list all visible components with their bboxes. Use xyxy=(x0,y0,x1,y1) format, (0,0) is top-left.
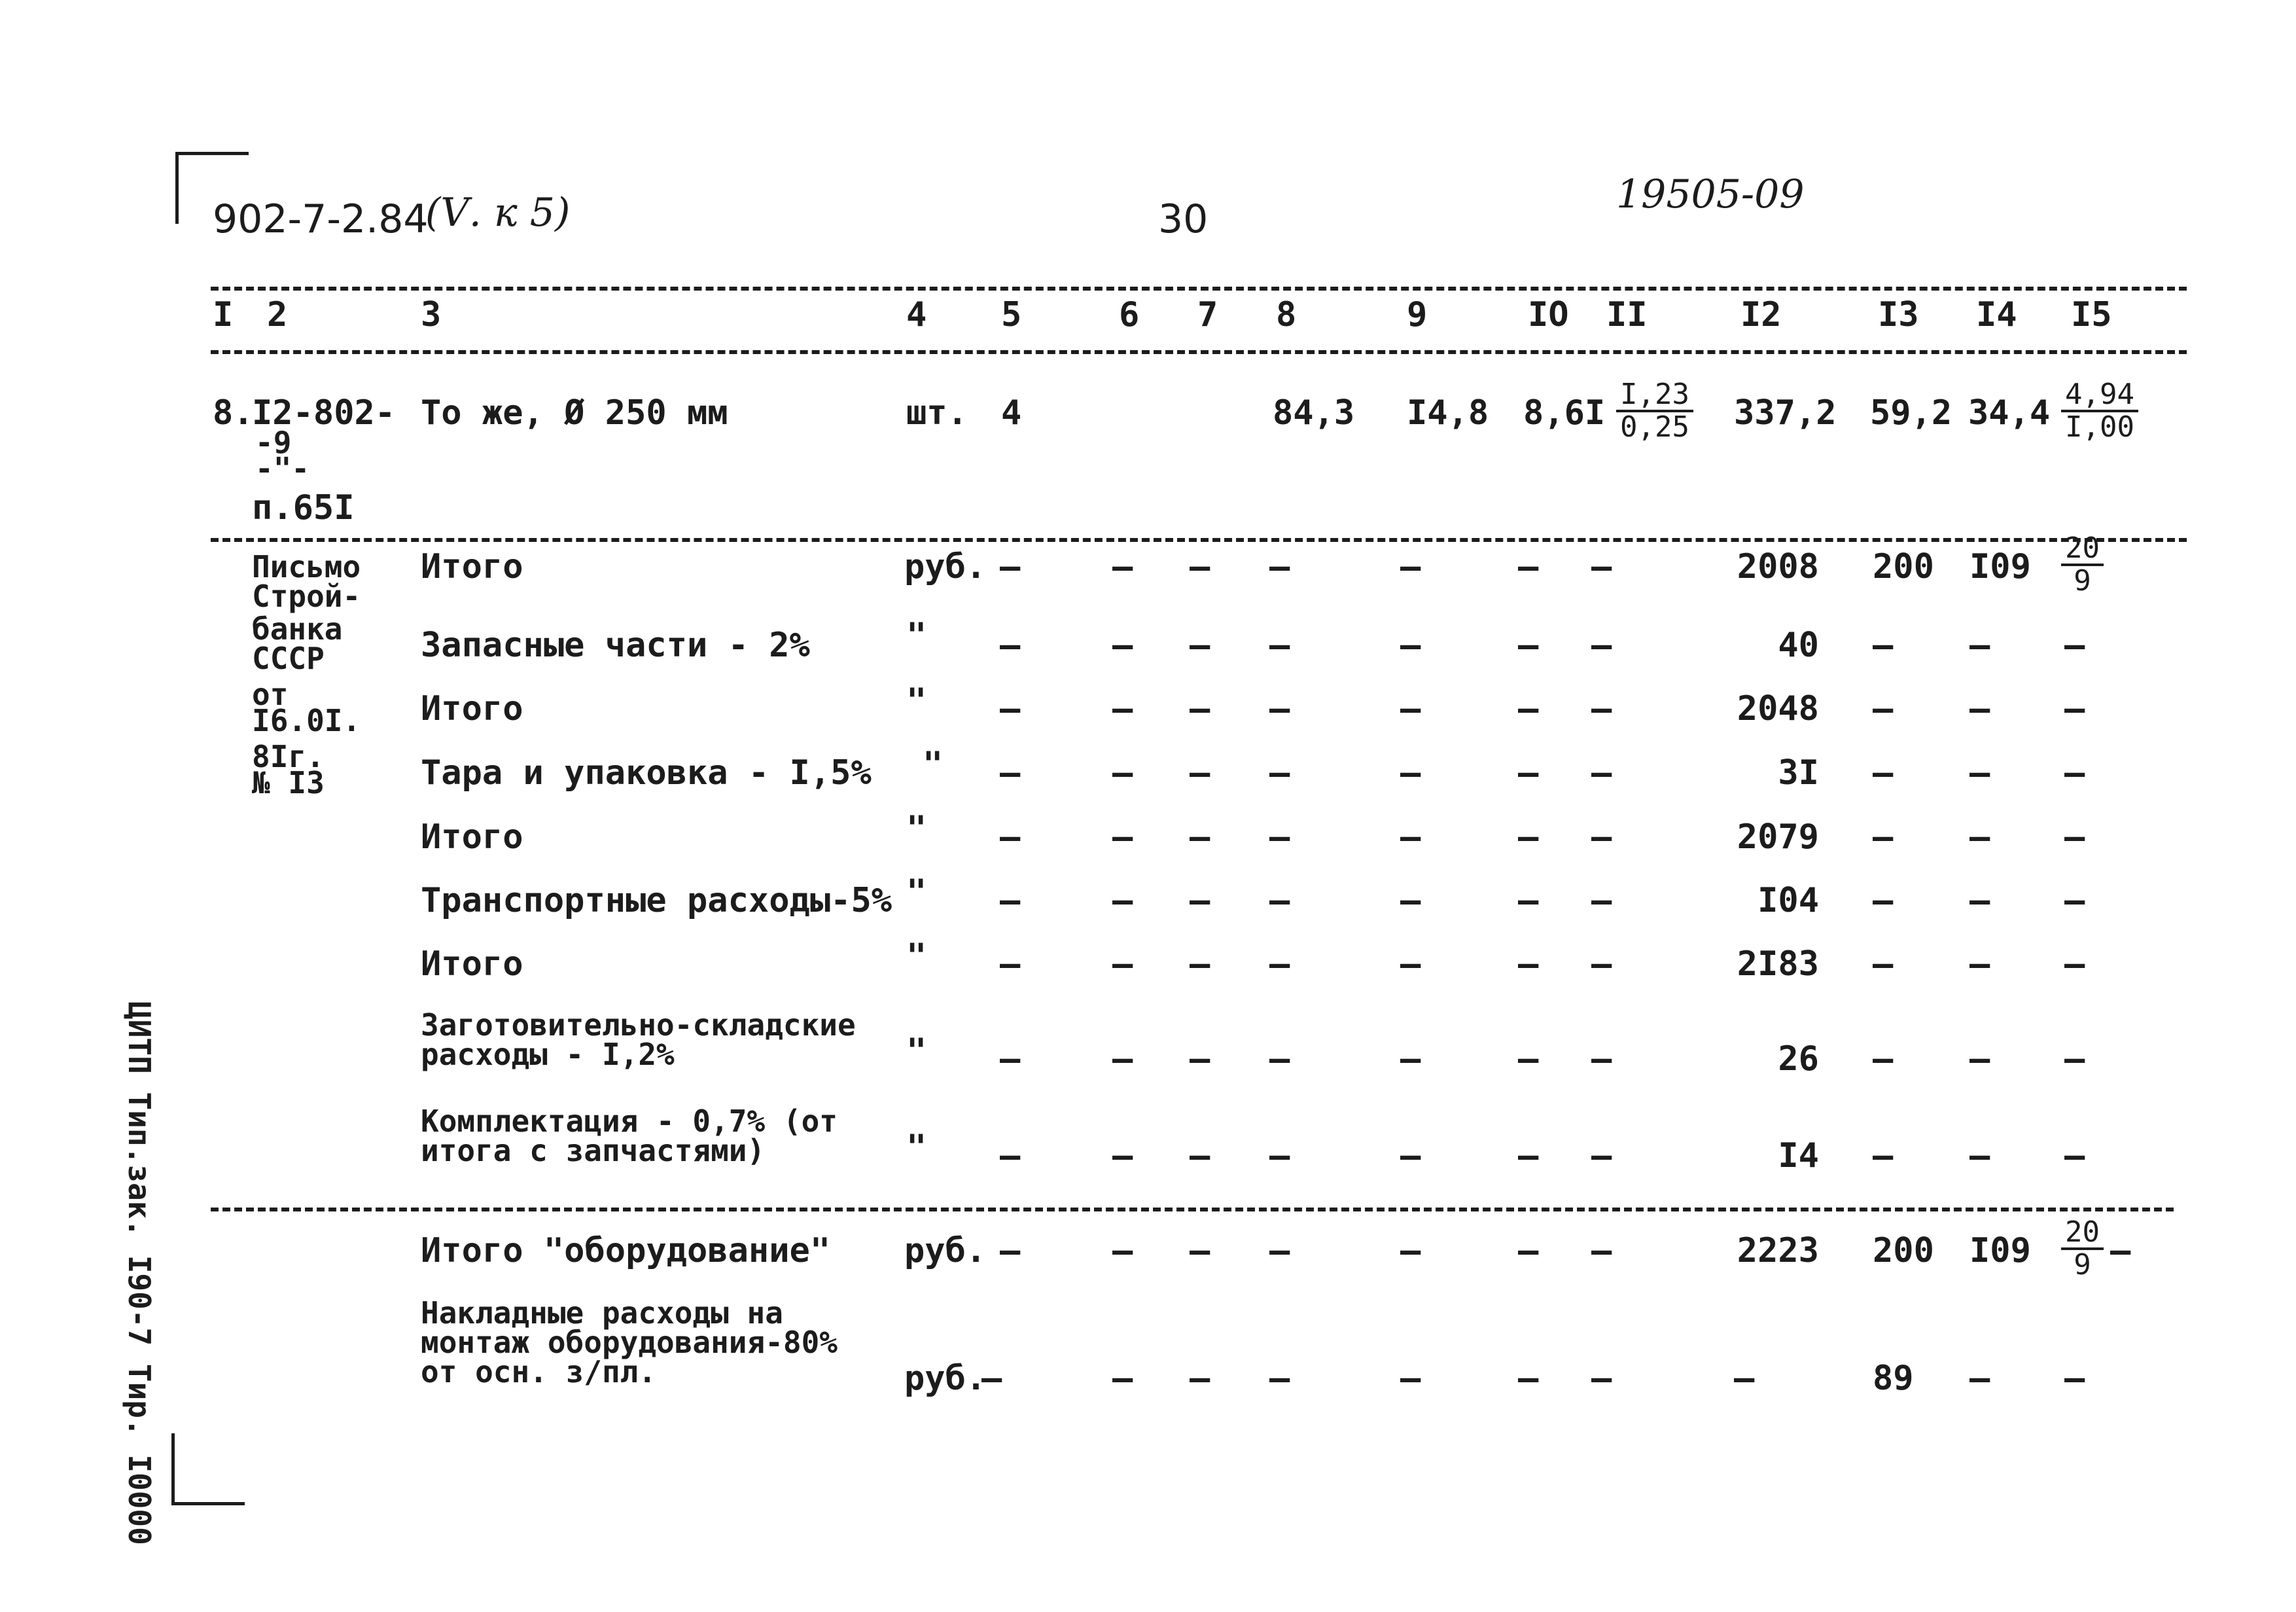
overhead-dash: – xyxy=(1518,1359,1539,1398)
total-dash: – xyxy=(1000,1231,1021,1270)
col-4: 4 xyxy=(906,295,927,334)
row-name-line-2: итога с запчастями) xyxy=(421,1133,766,1168)
overhead-name-line-2: монтаж оборудования-80% xyxy=(421,1325,838,1360)
row-col-15: – xyxy=(2064,689,2085,728)
item-col-15-top: 4,94 xyxy=(2061,380,2138,412)
row-unit: " xyxy=(906,809,927,848)
total-dash: – xyxy=(1269,1231,1290,1270)
row-dash: – xyxy=(1518,817,1539,857)
overhead-name-line-1: Накладные расходы на xyxy=(421,1295,783,1331)
col-3: 3 xyxy=(421,295,442,334)
row-col-12: 40 xyxy=(1778,626,1819,665)
item-col-11-top: I,23 xyxy=(1616,380,1693,412)
basis-line-2: Строй- xyxy=(252,579,361,614)
row-dash: – xyxy=(1269,881,1290,920)
basis-line-3: банка xyxy=(252,611,343,647)
col-15: I5 xyxy=(2071,295,2112,334)
item-col-14: 34,4 xyxy=(1968,393,2051,433)
row-col-12: 2048 xyxy=(1737,689,1819,728)
row-dash: – xyxy=(1190,547,1210,586)
row-dash: – xyxy=(1591,1039,1612,1079)
item-col-15-fraction xyxy=(2061,380,2138,442)
row-dash: – xyxy=(1000,944,1021,984)
row-col-12: I04 xyxy=(1757,881,1819,920)
row-dash: – xyxy=(1269,1136,1290,1175)
row-dash: – xyxy=(1518,944,1539,984)
basis-line-5: от xyxy=(252,677,289,712)
row-dash: – xyxy=(1190,1039,1210,1079)
row-col-12: 2008 xyxy=(1737,547,1819,586)
row-name: Итого xyxy=(421,547,523,586)
row-dash: – xyxy=(1400,1136,1421,1175)
row-dash: – xyxy=(1190,1136,1210,1175)
row-col-15: – xyxy=(2064,944,2085,984)
overhead-dash: – xyxy=(1190,1359,1210,1398)
col-1: I xyxy=(213,295,234,334)
row-col-12: 26 xyxy=(1778,1039,1819,1079)
col-5: 5 xyxy=(1001,295,1022,334)
item-code-line-3: -"- xyxy=(255,451,310,486)
row-dash: – xyxy=(1591,547,1612,586)
row-dash: – xyxy=(1269,944,1290,984)
overhead-dash: – xyxy=(1591,1359,1612,1398)
rule-after-item xyxy=(211,538,2187,542)
row-col-13: 200 xyxy=(1873,547,1934,586)
row-dash: – xyxy=(1400,689,1421,728)
col-6: 6 xyxy=(1119,295,1140,334)
row-col-15: – xyxy=(2064,817,2085,857)
row-dash: – xyxy=(1112,753,1133,793)
row-col-12: 2I83 xyxy=(1737,944,1819,984)
row-dash: – xyxy=(1000,753,1021,793)
overhead-unit: руб. xyxy=(904,1359,987,1398)
row-dash: – xyxy=(1591,689,1612,728)
total-unit: руб. xyxy=(904,1231,987,1270)
total-dash: – xyxy=(1400,1231,1421,1270)
row-dash: – xyxy=(1269,689,1290,728)
page-number: 30 xyxy=(1158,196,1209,242)
row-name: Итого xyxy=(421,944,523,984)
row-dash: – xyxy=(1400,626,1421,665)
row-dash: – xyxy=(1518,881,1539,920)
row-col-12: 2079 xyxy=(1737,817,1819,857)
rule-before-total xyxy=(211,1208,2174,1211)
row-name: Транспортные расходы-5% xyxy=(421,881,892,920)
row-unit: руб. xyxy=(904,547,987,586)
row-dash: – xyxy=(1112,547,1133,586)
basis-line-7: 8Iг. xyxy=(252,739,325,774)
row-col-15: – xyxy=(2064,626,2085,665)
row-unit: " xyxy=(906,937,927,976)
col-9: 9 xyxy=(1407,295,1428,334)
row-col-13: – xyxy=(1873,1136,1894,1175)
total-dash: – xyxy=(1190,1231,1210,1270)
row-col-13: – xyxy=(1873,817,1894,857)
basis-line-4: СССР xyxy=(252,641,325,676)
row-dash: – xyxy=(1400,547,1421,586)
col-11: II xyxy=(1606,295,1648,334)
total-col-15-top: 20 xyxy=(2061,1217,2104,1250)
row-dash: – xyxy=(1400,1039,1421,1079)
col-10: IO xyxy=(1528,295,1569,334)
row-dash: – xyxy=(1400,753,1421,793)
document-note: (Ⅴ. к 5) xyxy=(425,190,571,236)
row-col-14: – xyxy=(1969,817,1990,857)
total-col-14: I09 xyxy=(1969,1231,2031,1270)
total-col-12: 2223 xyxy=(1737,1231,1819,1270)
row-dash: – xyxy=(1400,817,1421,857)
row-col-15: – xyxy=(2064,1136,2085,1175)
row-dash: – xyxy=(1190,817,1210,857)
row-col-14: – xyxy=(1969,944,1990,984)
row-unit: " xyxy=(906,872,927,912)
row-dash: – xyxy=(1518,689,1539,728)
row-col-14: – xyxy=(1969,689,1990,728)
row-unit: " xyxy=(906,681,927,721)
overhead-col-15: – xyxy=(2064,1359,2085,1398)
row-dash: – xyxy=(1591,626,1612,665)
total-trailing-dash: – xyxy=(2110,1231,2131,1270)
row-col-12: I4 xyxy=(1778,1136,1819,1175)
row-dash: – xyxy=(1000,1039,1021,1079)
row-col-15-top: 20 xyxy=(2061,533,2104,566)
row-dash: – xyxy=(1000,1136,1021,1175)
row-col-13: – xyxy=(1873,626,1894,665)
overhead-col-14: – xyxy=(1969,1359,1990,1398)
corner-mark-bottom-left-v xyxy=(171,1433,175,1505)
row-dash: – xyxy=(1591,881,1612,920)
row-unit: " xyxy=(906,1128,927,1167)
document-code: 902-7-2.84 xyxy=(213,196,429,242)
total-dash: – xyxy=(1591,1231,1612,1270)
total-dash: – xyxy=(1518,1231,1539,1270)
col-14: I4 xyxy=(1976,295,2017,334)
total-name: Итого "оборудование" xyxy=(421,1231,831,1270)
row-name: Запасные части - 2% xyxy=(421,626,810,665)
row-name: Итого xyxy=(421,817,523,857)
row-dash: – xyxy=(1518,626,1539,665)
row-dash: – xyxy=(1000,817,1021,857)
basis-line-6: I6.0I. xyxy=(252,703,361,738)
row-dash: – xyxy=(1591,753,1612,793)
total-col-15-fraction xyxy=(2061,1217,2104,1280)
total-col-15-bottom: 9 xyxy=(2074,1248,2091,1281)
item-code-line-4: п.65I xyxy=(252,488,355,528)
col-12: I2 xyxy=(1740,295,1782,334)
rule-under-header xyxy=(211,350,2187,354)
item-col-11-bottom: 0,25 xyxy=(1620,410,1689,444)
row-dash: – xyxy=(1269,1039,1290,1079)
row-dash: – xyxy=(1112,817,1133,857)
row-col-14: – xyxy=(1969,1136,1990,1175)
row-dash: – xyxy=(1269,547,1290,586)
basis-line-8: № I3 xyxy=(252,765,325,800)
row-dash: – xyxy=(1269,753,1290,793)
row-name-line-2: расходы - I,2% xyxy=(421,1037,675,1072)
row-name: Тара и упаковка - I,5% xyxy=(421,753,872,793)
row-col-13: – xyxy=(1873,1039,1894,1079)
overhead-col-12: – xyxy=(1734,1359,1755,1398)
row-dash: – xyxy=(1269,817,1290,857)
row-dash: – xyxy=(1190,753,1210,793)
col-2: 2 xyxy=(267,295,288,334)
row-unit: " xyxy=(906,616,927,655)
row-col-14: – xyxy=(1969,626,1990,665)
row-dash: – xyxy=(1518,753,1539,793)
overhead-dash: – xyxy=(981,1359,1002,1398)
item-col-13: 59,2 xyxy=(1870,393,1952,433)
stamp-number: 19505-09 xyxy=(1616,171,1805,217)
row-col-13: – xyxy=(1873,944,1894,984)
row-dash: – xyxy=(1112,626,1133,665)
row-col-15: – xyxy=(2064,753,2085,793)
row-dash: – xyxy=(1112,944,1133,984)
item-qty: 4 xyxy=(1001,393,1022,433)
overhead-dash: – xyxy=(1269,1359,1290,1398)
row-dash: – xyxy=(1112,1136,1133,1175)
total-col-13: 200 xyxy=(1873,1231,1934,1270)
overhead-dash: – xyxy=(1400,1359,1421,1398)
row-unit: " xyxy=(923,745,944,784)
corner-mark-top-left-h xyxy=(175,152,249,155)
printer-imprint: ЦИТП Тип.зак. I90-7 Тир. I0000 xyxy=(122,1001,157,1545)
row-dash: – xyxy=(1400,881,1421,920)
row-name: Итого xyxy=(421,689,523,728)
overhead-name-line-3: от осн. з/пл. xyxy=(421,1354,657,1389)
row-dash: – xyxy=(1269,626,1290,665)
row-dash: – xyxy=(1000,881,1021,920)
row-col-14: – xyxy=(1969,1039,1990,1079)
item-col-15-bottom: I,00 xyxy=(2065,410,2134,444)
col-13: I3 xyxy=(1878,295,1919,334)
row-dash: – xyxy=(1518,1136,1539,1175)
item-name: То же, Ø 250 мм xyxy=(421,393,728,433)
row-name-line-1: Заготовительно-складские xyxy=(421,1007,856,1043)
col-8: 8 xyxy=(1276,295,1297,334)
row-dash: – xyxy=(1000,626,1021,665)
overhead-dash: – xyxy=(1112,1359,1133,1398)
item-col-11-fraction xyxy=(1616,380,1693,442)
basis-line-1: Письмо xyxy=(252,549,361,584)
row-col-14: – xyxy=(1969,881,1990,920)
row-col-15: – xyxy=(2064,881,2085,920)
item-position: 8. xyxy=(213,393,254,433)
row-dash: – xyxy=(1112,689,1133,728)
col-7: 7 xyxy=(1197,295,1218,334)
row-col-15-fraction xyxy=(2061,533,2104,596)
item-code-line-1: I2-802- xyxy=(252,393,396,433)
row-dash: – xyxy=(1400,944,1421,984)
item-code-line-2: -9 xyxy=(255,425,292,460)
row-dash: – xyxy=(1591,944,1612,984)
corner-mark-top-left-v xyxy=(175,152,179,224)
row-dash: – xyxy=(1112,881,1133,920)
row-dash: – xyxy=(1518,1039,1539,1079)
item-col-8: 84,3 xyxy=(1273,393,1355,433)
rule-top xyxy=(211,287,2187,291)
corner-mark-bottom-left-h xyxy=(171,1502,245,1505)
row-dash: – xyxy=(1190,881,1210,920)
row-col-15-bottom: 9 xyxy=(2074,564,2091,598)
row-col-13: – xyxy=(1873,753,1894,793)
row-col-15: – xyxy=(2064,1039,2085,1079)
row-col-13: – xyxy=(1873,689,1894,728)
row-dash: – xyxy=(1190,689,1210,728)
overhead-col-13: 89 xyxy=(1873,1359,1914,1398)
row-col-12: 3I xyxy=(1778,753,1819,793)
row-dash: – xyxy=(1591,817,1612,857)
row-dash: – xyxy=(1112,1039,1133,1079)
item-col-10: 8,6I xyxy=(1523,393,1606,433)
total-dash: – xyxy=(1112,1231,1133,1270)
row-unit: " xyxy=(906,1031,927,1071)
item-col-12: 337,2 xyxy=(1734,393,1837,433)
row-dash: – xyxy=(1591,1136,1612,1175)
row-dash: – xyxy=(1518,547,1539,586)
row-dash: – xyxy=(1000,689,1021,728)
row-dash: – xyxy=(1000,547,1021,586)
item-col-9: I4,8 xyxy=(1407,393,1489,433)
row-col-13: – xyxy=(1873,881,1894,920)
row-col-14: – xyxy=(1969,753,1990,793)
row-dash: – xyxy=(1190,626,1210,665)
row-col-14: I09 xyxy=(1969,547,2031,586)
row-dash: – xyxy=(1190,944,1210,984)
row-name-line-1: Комплектация - 0,7% (от xyxy=(421,1103,838,1139)
item-unit: шт. xyxy=(906,393,968,433)
